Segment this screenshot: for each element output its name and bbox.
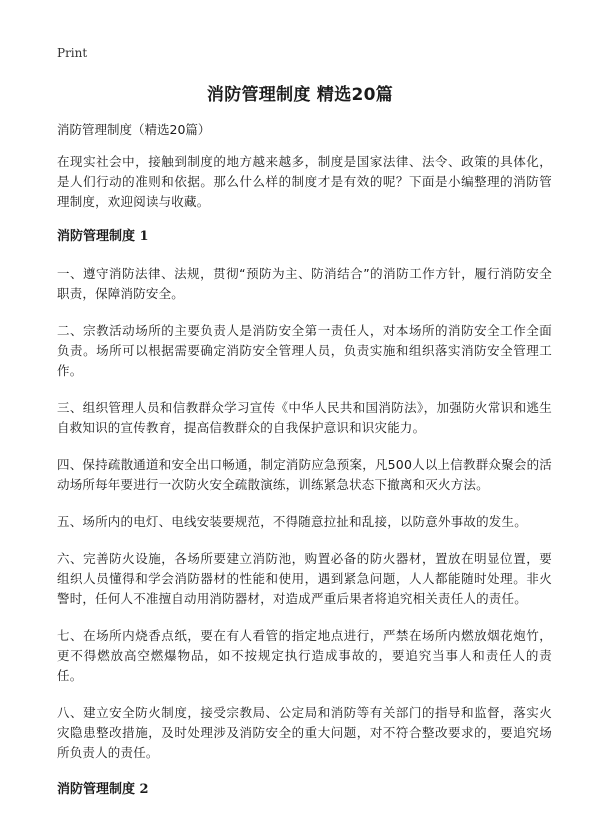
section-2 [57,780,552,800]
rule-paragraph: 四、保持疏散通道和安全出口畅通，制定消防应急预案，凡500人以上信教群众聚会的活动场所每年要进行一次防火安全疏散演练，训练紧急状态下撤离和灭火方法。 [57,457,552,492]
rule-paragraph: 五、场所内的电灯、电线安装要规范，不得随意拉扯和乱接，以防意外事故的发生。 [57,514,527,529]
document-title: 消防管理制度 精选20篇 [206,85,394,105]
section-heading: 消防管理制度 2 [57,782,149,797]
section-heading: 消防管理制度 1 [57,229,149,244]
section-1 [57,227,552,763]
rule-paragraph: 六、完善防火设施，各场所要建立消防池，购置必备的防火器材，置放在明显位置，要组织人员懂得和学会消防器材的性能和使用，遇到紧急问题，人人都能随时处理。非火警时，任何人不准擅自动用消防器材，对造成严重后果者将追究相关责任人的责任。 [57,551,552,606]
document-subtitle: 消防管理制度（精选20篇） [57,122,211,137]
rule-paragraph: 三、组织管理人员和信教群众学习宣传《中华人民共和国消防法》，加强防火常识和逃生自救知识的宣传教育，提高信教群众的自我保护意识和识灾能力。 [57,400,552,435]
rule-paragraph: 一、遵守消防法律、法规，贯彻“预防为主、防消结合”的消防工作方针，履行消防安全职责，保障消防安全。 [57,266,552,301]
rule-paragraph: 七、在场所内烧香点纸，要在有人看管的指定地点进行，严禁在场所内燃放烟花炮竹，更不得燃放高空燃爆物品，如不按规定执行造成事故的，要追究当事人和责任人的责任。 [57,628,552,683]
rule-paragraph: 二、宗教活动场所的主要负责人是消防安全第一责任人，对本场所的消防安全工作全面负责。场所可以根据需要确定消防安全管理人员，负责实施和组织落实消防安全管理工作。 [57,323,552,378]
print-link[interactable]: Print [57,46,88,60]
rule-paragraph: 八、建立安全防火制度，接受宗教局、公定局和消防等有关部门的指导和监督，落实火灾隐患整改措施，及时处理涉及消防安全的重大问题，对不符合整改要求的，要追究场所负责人的责任。 [57,705,552,760]
document-body [57,120,552,817]
intro-paragraph: 在现实社会中，接触到制度的地方越来越多，制度是国家法律、法令、政策的具体化，是人们行动的准则和依据。那么什么样的制度才是有效的呢？下面是小编整理的消防管理制度，欢迎阅读与收藏。 [57,154,552,209]
